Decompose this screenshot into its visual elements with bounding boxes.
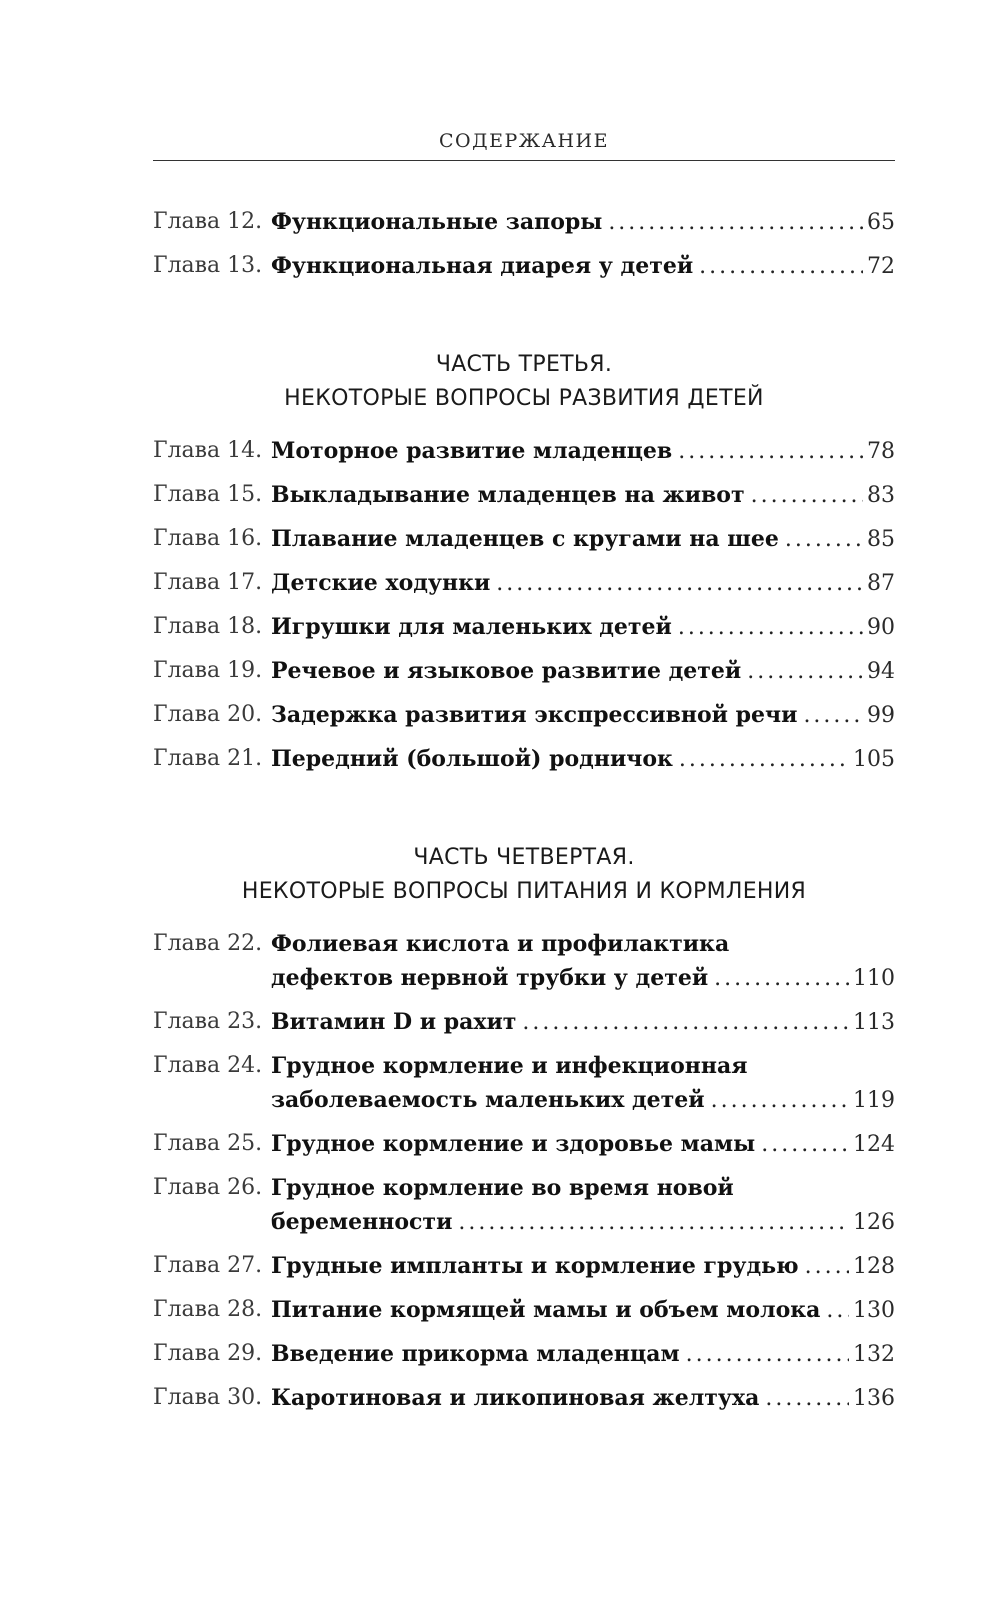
chapter-title: Задержка развития экспрессивной речи: [271, 702, 798, 728]
dot-leader: [805, 1250, 849, 1284]
dot-leader: [686, 1338, 849, 1372]
chapter-title-line: [271, 610, 895, 645]
dot-leader: [678, 435, 863, 469]
page-number: 110: [853, 966, 895, 991]
chapter-title: Функциональная диарея у детей: [271, 253, 694, 279]
dot-leader: [496, 567, 863, 601]
chapter-title: Моторное развитие младенцев: [271, 438, 673, 464]
chapter-title: Введение прикорма младенцам: [271, 1341, 680, 1367]
chapter-title: Витамин D и рахит: [271, 1009, 517, 1035]
toc-entry: [153, 249, 895, 284]
dot-leader: [765, 1382, 849, 1416]
chapter-title-line: [271, 698, 895, 733]
page-number: 119: [853, 1088, 895, 1113]
toc-list-part-three: [153, 434, 895, 777]
toc-entry: [153, 1337, 895, 1372]
chapter-title-line: [271, 1049, 895, 1083]
page-number: 128: [853, 1254, 895, 1279]
chapter-title-line: [271, 1249, 895, 1284]
chapter-body: [271, 1127, 895, 1162]
page-number: 85: [867, 527, 895, 552]
toc-entry: [153, 478, 895, 513]
chapter-title: заболеваемость маленьких детей: [271, 1087, 705, 1113]
dot-leader: [761, 1128, 849, 1162]
chapter-label: Глава 15.: [153, 482, 263, 507]
chapter-body: [271, 434, 895, 469]
chapter-label: Глава 20.: [153, 702, 263, 727]
page-number: 126: [853, 1210, 895, 1235]
chapter-body: [271, 927, 895, 996]
toc-page: [153, 0, 895, 1425]
page-number: 87: [867, 571, 895, 596]
chapter-title-line: [271, 1381, 895, 1416]
chapter-body: [271, 1337, 895, 1372]
toc-entry: [153, 610, 895, 645]
dot-leader: [699, 250, 863, 284]
chapter-title: Фолиевая кислота и профилактика: [271, 931, 730, 957]
toc-entry: [153, 1049, 895, 1118]
chapter-body: [271, 249, 895, 284]
chapter-label: Глава 16.: [153, 526, 263, 551]
toc-entry: [153, 434, 895, 469]
chapter-title: Детские ходунки: [271, 570, 491, 596]
page-number: 78: [867, 439, 895, 464]
chapter-label: Глава 12.: [153, 209, 263, 234]
page-number: 130: [853, 1298, 895, 1323]
chapter-title-line: [271, 742, 895, 777]
chapter-title-line: [271, 478, 895, 513]
chapter-label: Глава 14.: [153, 438, 263, 463]
page-number: 113: [853, 1010, 895, 1035]
toc-entry: [153, 205, 895, 240]
page-number: 94: [867, 659, 895, 684]
toc-entry: [153, 1249, 895, 1284]
chapter-body: [271, 478, 895, 513]
chapter-body: [271, 1049, 895, 1118]
dot-leader: [679, 743, 849, 777]
chapter-body: [271, 698, 895, 733]
dot-leader: [803, 699, 863, 733]
chapter-title-line: [271, 1337, 895, 1372]
chapter-label: Глава 17.: [153, 570, 263, 595]
part-heading-line: ЧАСТЬ ТРЕТЬЯ.: [435, 352, 613, 377]
chapter-body: [271, 742, 895, 777]
dot-leader: [747, 655, 863, 689]
chapter-title: Грудное кормление и здоровье мамы: [271, 1131, 756, 1157]
running-head: СОДЕРЖАНИЕ: [439, 130, 609, 152]
part-three-heading: [153, 348, 895, 416]
chapter-body: [271, 1381, 895, 1416]
dot-leader: [785, 523, 863, 557]
chapter-label: Глава 30.: [153, 1385, 263, 1410]
chapter-title-line: [271, 249, 895, 284]
toc-entry: [153, 1381, 895, 1416]
chapter-body: [271, 205, 895, 240]
chapter-title-line: [271, 1127, 895, 1162]
page-number: 90: [867, 615, 895, 640]
page-number: 72: [867, 254, 895, 279]
toc-entry: [153, 1171, 895, 1240]
dot-leader: [608, 206, 863, 240]
chapter-title: Питание кормящей мамы и объем молока: [271, 1297, 821, 1323]
toc-entry: [153, 1005, 895, 1040]
chapter-title-line: [271, 961, 895, 996]
dot-leader: [826, 1294, 849, 1328]
chapter-title: Речевое и языковое развитие детей: [271, 658, 742, 684]
toc-list-continued: [153, 205, 895, 284]
chapter-title: Каротиновая и ликопиновая желтуха: [271, 1385, 760, 1411]
chapter-title-line: [271, 205, 895, 240]
chapter-label: Глава 22.: [153, 931, 263, 956]
header-rule: [153, 160, 895, 161]
chapter-title: Грудное кормление и инфекционная: [271, 1053, 748, 1079]
chapter-label: Глава 13.: [153, 253, 263, 278]
dot-leader: [522, 1006, 849, 1040]
page-number: 105: [853, 747, 895, 772]
chapter-title-line: [271, 522, 895, 557]
chapter-label: Глава 27.: [153, 1253, 263, 1278]
toc-entry: [153, 1293, 895, 1328]
chapter-label: Глава 23.: [153, 1009, 263, 1034]
chapter-body: [271, 522, 895, 557]
chapter-title: Плавание младенцев с кругами на шее: [271, 526, 779, 552]
page-number: 136: [853, 1386, 895, 1411]
chapter-body: [271, 1171, 895, 1240]
page-number: 65: [867, 210, 895, 235]
chapter-title-line: [271, 1083, 895, 1118]
chapter-body: [271, 1293, 895, 1328]
chapter-title: Игрушки для маленьких детей: [271, 614, 672, 640]
chapter-title-line: [271, 566, 895, 601]
chapter-title-line: [271, 927, 895, 961]
toc-entry: [153, 927, 895, 996]
chapter-body: [271, 610, 895, 645]
toc-list-part-four: [153, 927, 895, 1416]
dot-leader: [714, 962, 849, 996]
chapter-title: Выкладывание младенцев на живот: [271, 482, 745, 508]
chapter-title: беременности: [271, 1209, 453, 1235]
chapter-label: Глава 25.: [153, 1131, 263, 1156]
chapter-body: [271, 1005, 895, 1040]
toc-entry: [153, 742, 895, 777]
page-number: 99: [867, 703, 895, 728]
chapter-label: Глава 28.: [153, 1297, 263, 1322]
dot-leader: [678, 611, 863, 645]
part-heading-line: ЧАСТЬ ЧЕТВЕРТАЯ.: [413, 845, 635, 870]
chapter-title: Функциональные запоры: [271, 209, 603, 235]
chapter-title: Грудное кормление во время новой: [271, 1175, 734, 1201]
dot-leader: [458, 1206, 849, 1240]
chapter-title-line: [271, 1293, 895, 1328]
chapter-label: Глава 18.: [153, 614, 263, 639]
toc-entry: [153, 698, 895, 733]
dot-leader: [711, 1084, 849, 1118]
chapter-body: [271, 566, 895, 601]
part-heading-line: НЕКОТОРЫЕ ВОПРОСЫ ПИТАНИЯ И КОРМЛЕНИЯ: [241, 879, 807, 904]
dot-leader: [751, 479, 863, 513]
chapter-title-line: [271, 1205, 895, 1240]
page-number: 124: [853, 1132, 895, 1157]
part-heading-line: НЕКОТОРЫЕ ВОПРОСЫ РАЗВИТИЯ ДЕТЕЙ: [284, 386, 764, 411]
chapter-title: Грудные импланты и кормление грудью: [271, 1253, 799, 1279]
chapter-label: Глава 26.: [153, 1175, 263, 1200]
toc-entry: [153, 522, 895, 557]
chapter-title-line: [271, 434, 895, 469]
chapter-title-line: [271, 654, 895, 689]
toc-entry: [153, 566, 895, 601]
page-number: 83: [867, 483, 895, 508]
chapter-title: дефектов нервной трубки у детей: [271, 965, 709, 991]
chapter-body: [271, 654, 895, 689]
toc-entry: [153, 654, 895, 689]
chapter-label: Глава 21.: [153, 746, 263, 771]
page-number: 132: [853, 1342, 895, 1367]
part-four-heading: [153, 841, 895, 909]
chapter-label: Глава 24.: [153, 1053, 263, 1078]
chapter-title-line: [271, 1171, 895, 1205]
chapter-label: Глава 19.: [153, 658, 263, 683]
chapter-title: Передний (большой) родничок: [271, 746, 673, 772]
toc-entry: [153, 1127, 895, 1162]
chapter-label: Глава 29.: [153, 1341, 263, 1366]
chapter-title-line: [271, 1005, 895, 1040]
chapter-body: [271, 1249, 895, 1284]
